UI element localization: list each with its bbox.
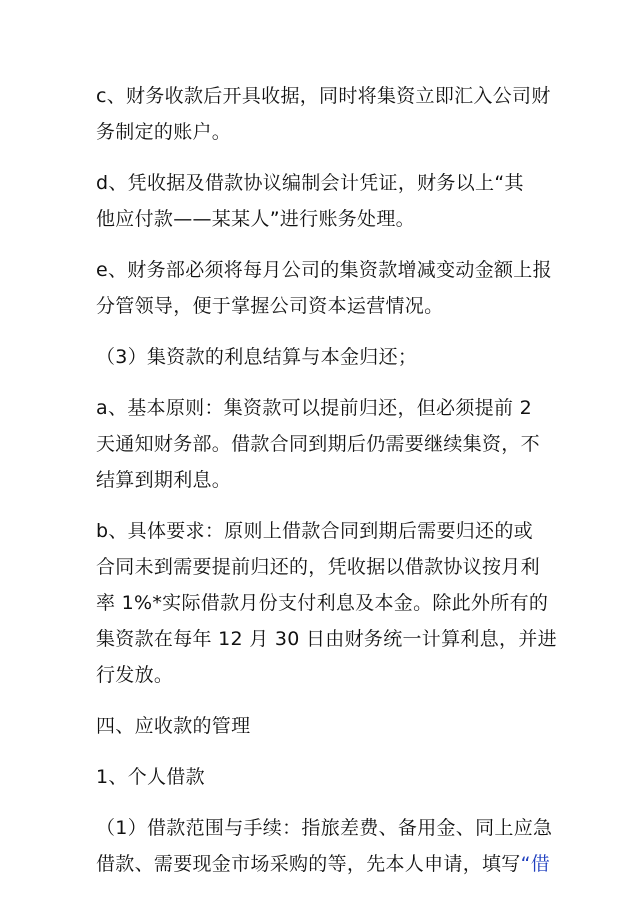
text-segment: 借款、需要现金市场采购的等，先本人申请，填写 <box>96 853 521 875</box>
paragraph-a-basic-principle <box>96 390 550 498</box>
section-heading-personal-loans <box>96 759 550 795</box>
paragraph-b-specific-requirements <box>96 513 557 693</box>
paragraph-loan-scope <box>96 810 553 882</box>
paragraph-e <box>96 252 550 324</box>
text-line: c、财务收款后开具收据，同时将集资立即汇入公司财 <box>96 85 551 107</box>
text-line: 他应付款——某某人”进行账务处理。 <box>96 208 415 230</box>
text-line: 行发放。 <box>96 664 174 686</box>
section-heading-interest-settlement <box>96 339 550 375</box>
text-line <box>96 846 550 882</box>
text-line: 合同未到需要提前归还的，凭收据以借款协议按月利 <box>96 556 540 578</box>
paragraph-c <box>96 78 550 150</box>
text-line: 分管领导，便于掌握公司资本运营情况。 <box>96 295 444 317</box>
text-line: 率 1%*实际借款月份支付利息及本金。除此外所有的 <box>96 592 549 614</box>
text-line: 务制定的账户。 <box>96 121 232 143</box>
text-line: d、凭收据及借款协议编制会计凭证，财务以上“其 <box>96 172 524 194</box>
text-line: （3）集资款的利息结算与本金归还； <box>96 346 418 368</box>
text-line: e、财务部必须将每月公司的集资款增减变动金额上报 <box>96 259 552 281</box>
text-line: 1、个人借款 <box>96 766 205 788</box>
section-heading-receivables <box>96 708 550 744</box>
hyperlink-text[interactable]: “借 <box>520 853 551 875</box>
text-line: 天通知财务部。借款合同到期后仍需要继续集资，不 <box>96 433 540 455</box>
text-line: 集资款在每年 12 月 30 日由财务统一计算利息，并进 <box>96 628 557 650</box>
text-line: 结算到期利息。 <box>96 469 232 491</box>
text-line: （1）借款范围与手续：指旅差费、备用金、同上应急 <box>96 817 553 839</box>
text-line: 四、应收款的管理 <box>96 715 251 737</box>
text-line: b、具体要求：原则上借款合同到期后需要归还的或 <box>96 520 533 542</box>
text-line: a、基本原则：集资款可以提前归还，但必须提前 2 <box>96 397 532 419</box>
paragraph-d <box>96 165 550 237</box>
